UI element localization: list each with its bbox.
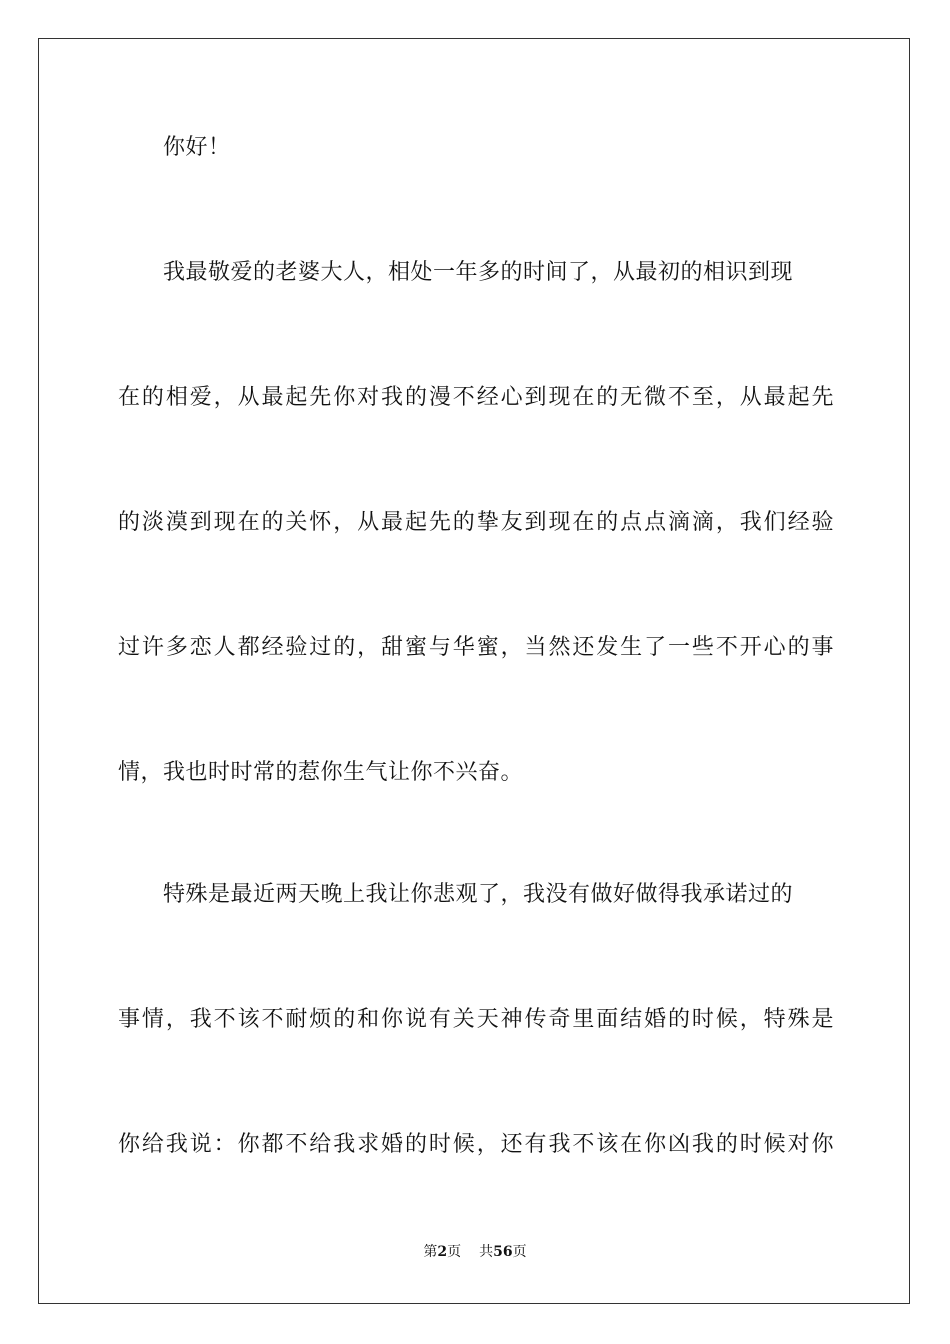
body-line-4: 过许多恋人都经验过的，甜蜜与华蜜，当然还发生了一些不开心的事	[118, 635, 834, 660]
body-line-2: 在的相爱，从最起先你对我的漫不经心到现在的无微不至，从最起先	[118, 385, 834, 410]
body-line-8: 你给我说：你都不给我求婚的时候，还有我不该在你凶我的时候对你	[118, 1132, 834, 1157]
page-current: 2	[437, 1244, 448, 1260]
page-suffix: 页	[447, 1244, 462, 1260]
total-suffix: 页	[512, 1244, 527, 1260]
total-prefix: 共	[479, 1244, 494, 1260]
page-border	[38, 38, 910, 1304]
body-line-1: 我最敬爱的老婆大人，相处一年多的时间了，从最初的相识到现	[163, 260, 794, 285]
page-total: 56	[493, 1244, 513, 1260]
page-footer	[0, 1243, 950, 1261]
body-line-6: 特殊是最近两天晚上我让你悲观了，我没有做好做得我承诺过的	[163, 882, 794, 907]
page-prefix: 第	[423, 1244, 438, 1260]
body-line-3: 的淡漠到现在的关怀，从最起先的挚友到现在的点点滴滴，我们经验	[118, 510, 834, 535]
body-line-7: 事情，我不该不耐烦的和你说有关天神传奇里面结婚的时候，特殊是	[118, 1007, 834, 1032]
greeting-line: 你好！	[163, 135, 231, 160]
body-line-5: 情，我也时时常的惹你生气让你不兴奋。	[118, 760, 524, 785]
